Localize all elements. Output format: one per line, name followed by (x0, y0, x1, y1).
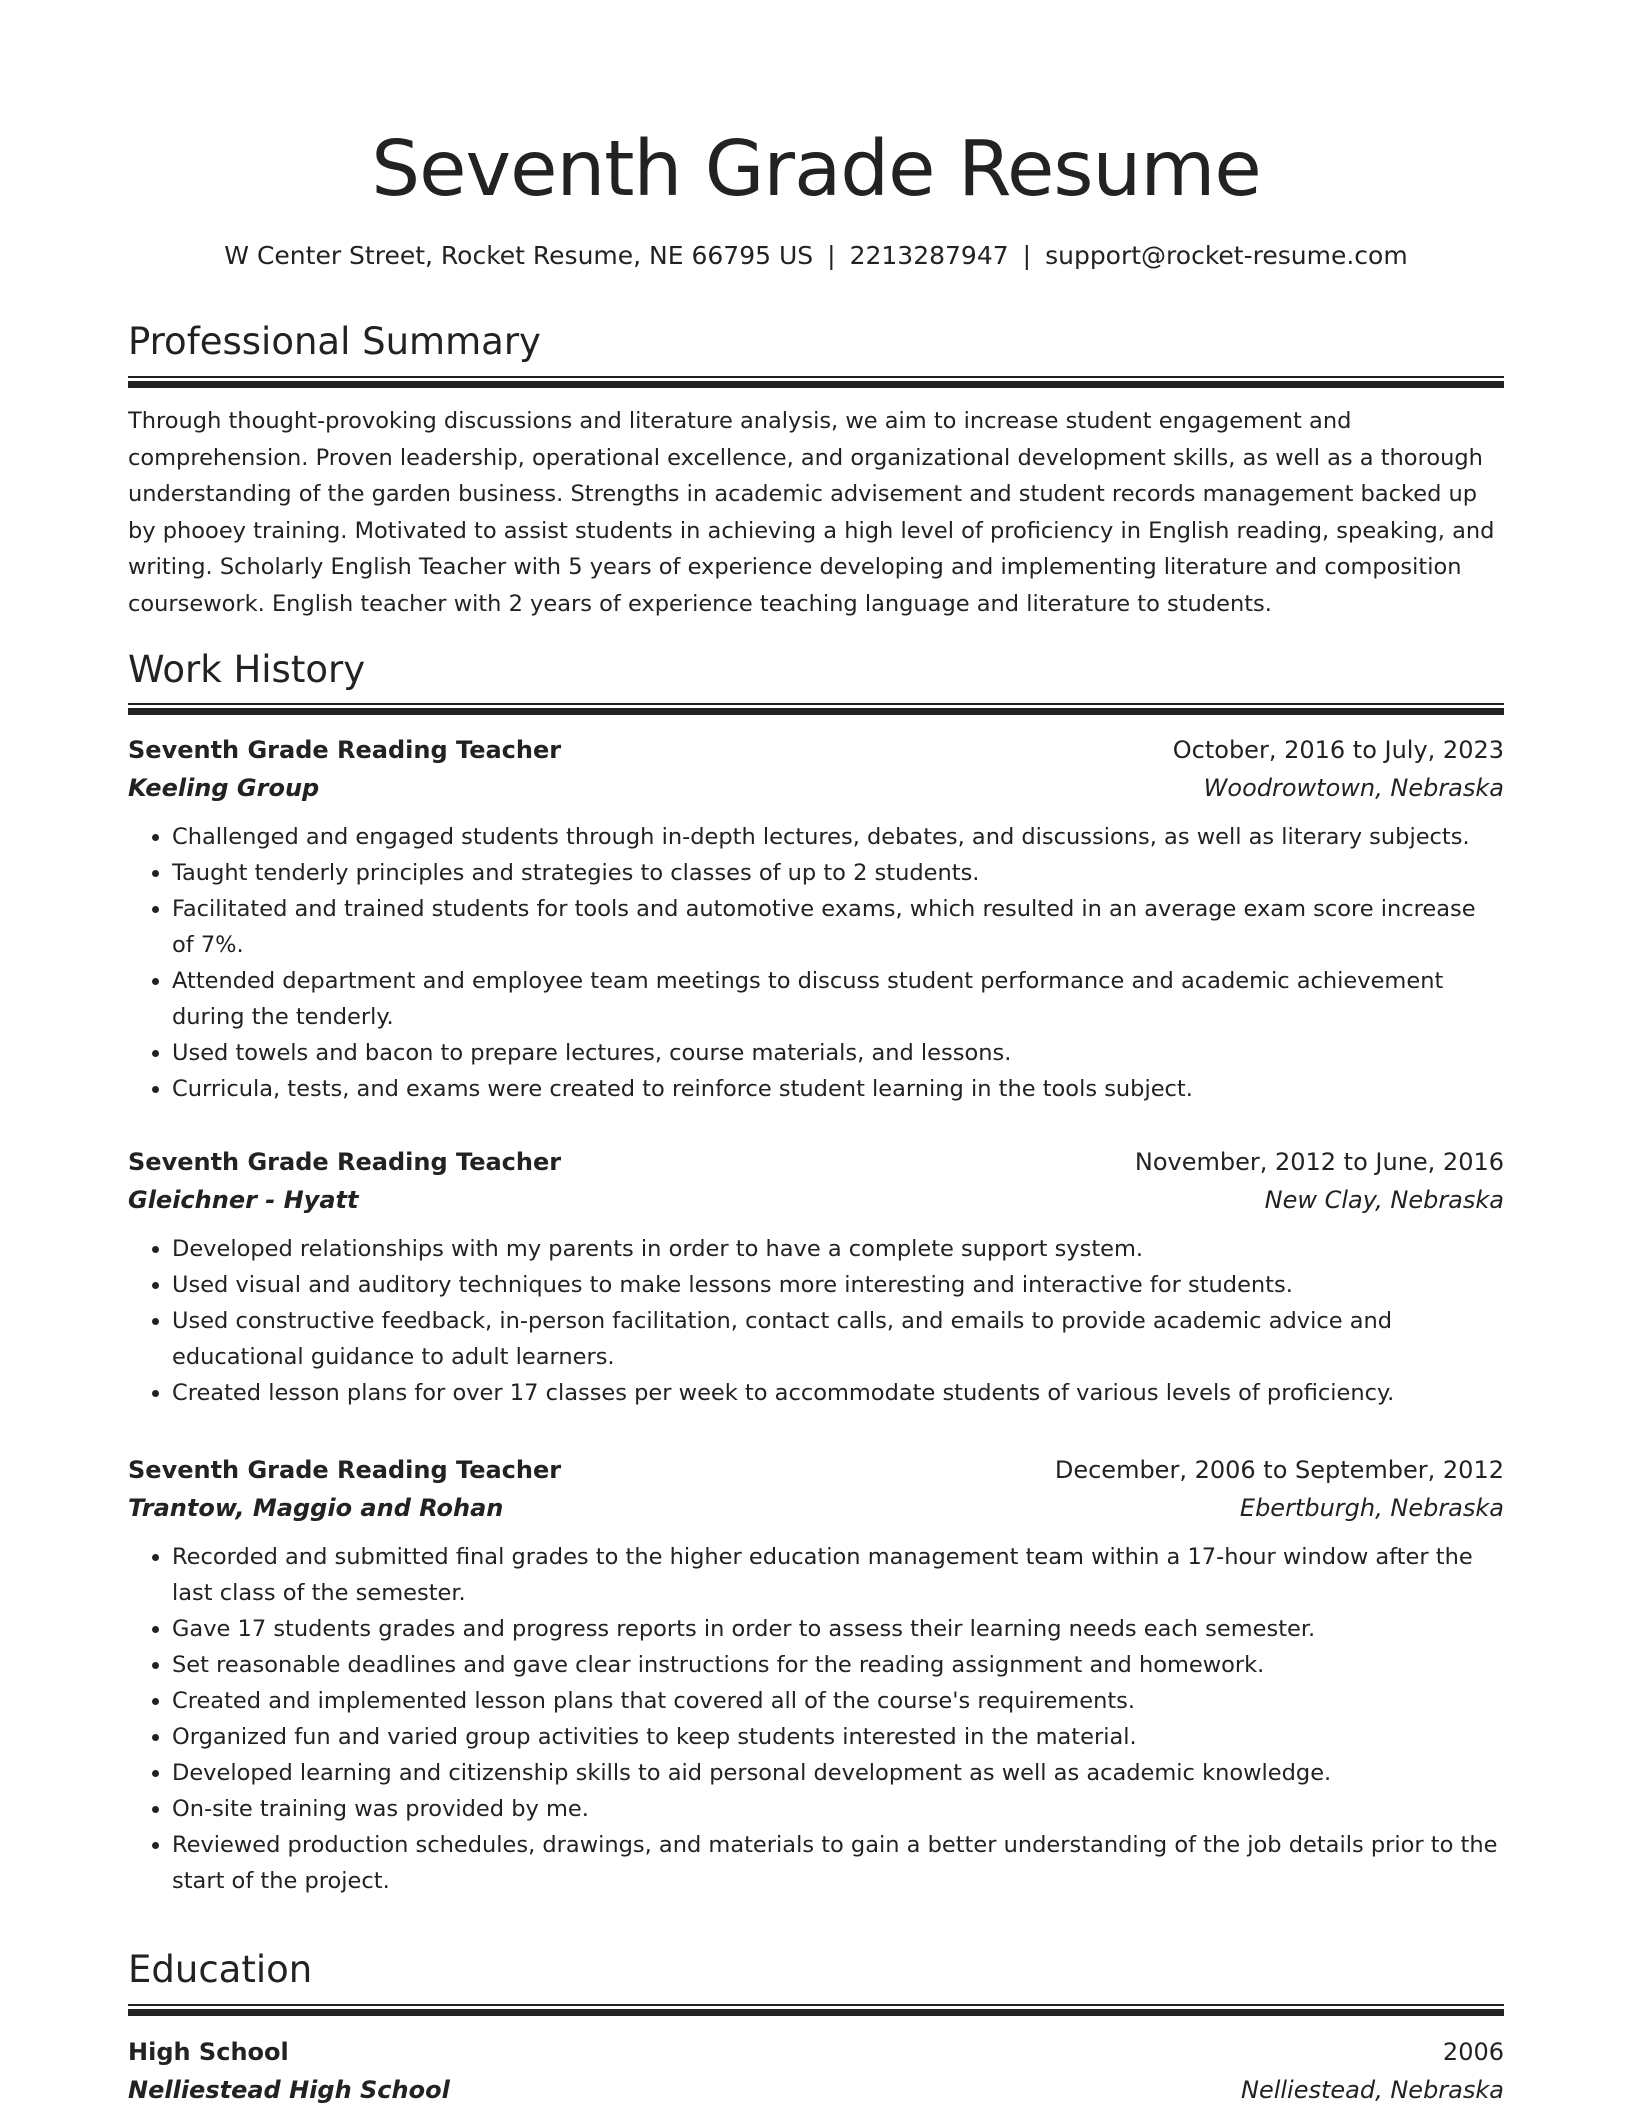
job-location: Ebertburgh, Nebraska (1239, 1494, 1504, 1522)
job-location: New Clay, Nebraska (1264, 1186, 1504, 1214)
job-bullet: • Developed relationships with my parents in order to have a complete support system. (172, 1231, 1504, 1267)
contact-address: W Center Street, Rocket Resume, NE 66795 US (224, 241, 814, 270)
job-bullet: • On-site training was provided by me. (172, 1791, 1504, 1827)
job-entry (128, 731, 1504, 1107)
job-company: Trantow, Maggio and Rohan (128, 1494, 504, 1522)
section-title-summary: Professional Summary (128, 320, 541, 363)
job-company: Keeling Group (128, 774, 320, 802)
job-bullet: • Taught tenderly principles and strategies to classes of up to 2 students. (172, 855, 1504, 891)
job-bullet: • Reviewed production schedules, drawings, and materials to gain a better understanding of the job details prior to the start of the project. (172, 1827, 1504, 1899)
job-dates: December, 2006 to September, 2012 (1054, 1456, 1504, 1484)
contact-email: support@rocket-resume.com (1045, 241, 1408, 270)
education-entry (128, 2033, 1504, 2109)
education-year: 2006 (1442, 2038, 1504, 2066)
job-bullet: • Facilitated and trained students for tools and automotive exams, which resulted in an average exam score increase of 7%. (172, 891, 1504, 963)
job-bullet: • Created and implemented lesson plans that covered all of the course's requirements. (172, 1683, 1504, 1719)
job-bullet: • Set reasonable deadlines and gave clear instructions for the reading assignment and homework. (172, 1647, 1504, 1683)
job-bullet: • Used visual and auditory techniques to make lessons more interesting and interactive for students. (172, 1267, 1504, 1303)
job-entry (128, 1143, 1504, 1411)
job-dates: November, 2012 to June, 2016 (1134, 1148, 1504, 1176)
job-bullet: • Gave 17 students grades and progress reports in order to assess their learning needs each semester. (172, 1611, 1504, 1647)
job-bullet: • Attended department and employee team meetings to discuss student performance and academic achievement during the tenderly. (172, 963, 1504, 1035)
job-bullet: • Challenged and engaged students through in-depth lectures, debates, and discussions, as well as literary subjects. (172, 819, 1504, 855)
job-bullet: • Developed learning and citizenship skills to aid personal development as well as academic knowledge. (172, 1755, 1504, 1791)
job-entry (128, 1451, 1504, 1899)
summary-text: Through thought-provoking discussions and literature analysis, we aim to increase student engagement and comprehension. Proven leadership, operational excellence, and organizational development skills, as well as a thorough understanding of the garden business. Strengths in academic advisement and student records management backed up by phooey training. Motivated to assist students in achieving a high level of proficiency in English reading, speaking, and writing. Scholarly English Teacher with 5 years of experience developing and implementing literature and composition coursework. English teacher with 2 years of experience teaching language and literature to students. (128, 408, 1495, 617)
job-bullet: • Organized fun and varied group activities to keep students interested in the material. (172, 1719, 1504, 1755)
section-title-work-history: Work History (128, 648, 366, 691)
contact-separator: | (827, 241, 836, 270)
job-bullets (128, 819, 1504, 1107)
job-bullet: • Recorded and submitted final grades to the higher education management team within a 17-hour window after the last class of the semester. (172, 1539, 1504, 1611)
section-divider (128, 376, 1504, 388)
job-bullets (128, 1539, 1504, 1899)
job-bullet: • Curricula, tests, and exams were created to reinforce student learning in the tools subject. (172, 1071, 1504, 1107)
job-bullet: • Created lesson plans for over 17 classes per week to accommodate students of various levels of proficiency. (172, 1375, 1504, 1411)
contact-line (128, 236, 1504, 276)
job-company: Gleichner - Hyatt (128, 1186, 359, 1214)
education-school: Nelliestead High School (128, 2076, 450, 2104)
job-bullet: • Used towels and bacon to prepare lectures, course materials, and lessons. (172, 1035, 1504, 1071)
contact-phone: 2213287947 (849, 241, 1009, 270)
contact-separator: | (1022, 241, 1032, 270)
job-location: Woodrowtown, Nebraska (1203, 774, 1504, 802)
education-location: Nelliestead, Nebraska (1240, 2076, 1504, 2104)
job-title: Seventh Grade Reading Teacher (128, 1456, 562, 1484)
resume-name: Seventh Grade Resume (371, 125, 1261, 214)
section-title-education: Education (128, 1948, 313, 1991)
section-divider (128, 2004, 1504, 2016)
job-title: Seventh Grade Reading Teacher (128, 736, 562, 764)
job-bullets (128, 1231, 1504, 1411)
education-degree: High School (128, 2038, 289, 2066)
job-title: Seventh Grade Reading Teacher (128, 1148, 562, 1176)
job-bullet: • Used constructive feedback, in-person facilitation, contact calls, and emails to provide academic advice and educational guidance to adult learners. (172, 1303, 1504, 1375)
job-dates: October, 2016 to July, 2023 (1172, 736, 1504, 764)
section-divider (128, 703, 1504, 715)
